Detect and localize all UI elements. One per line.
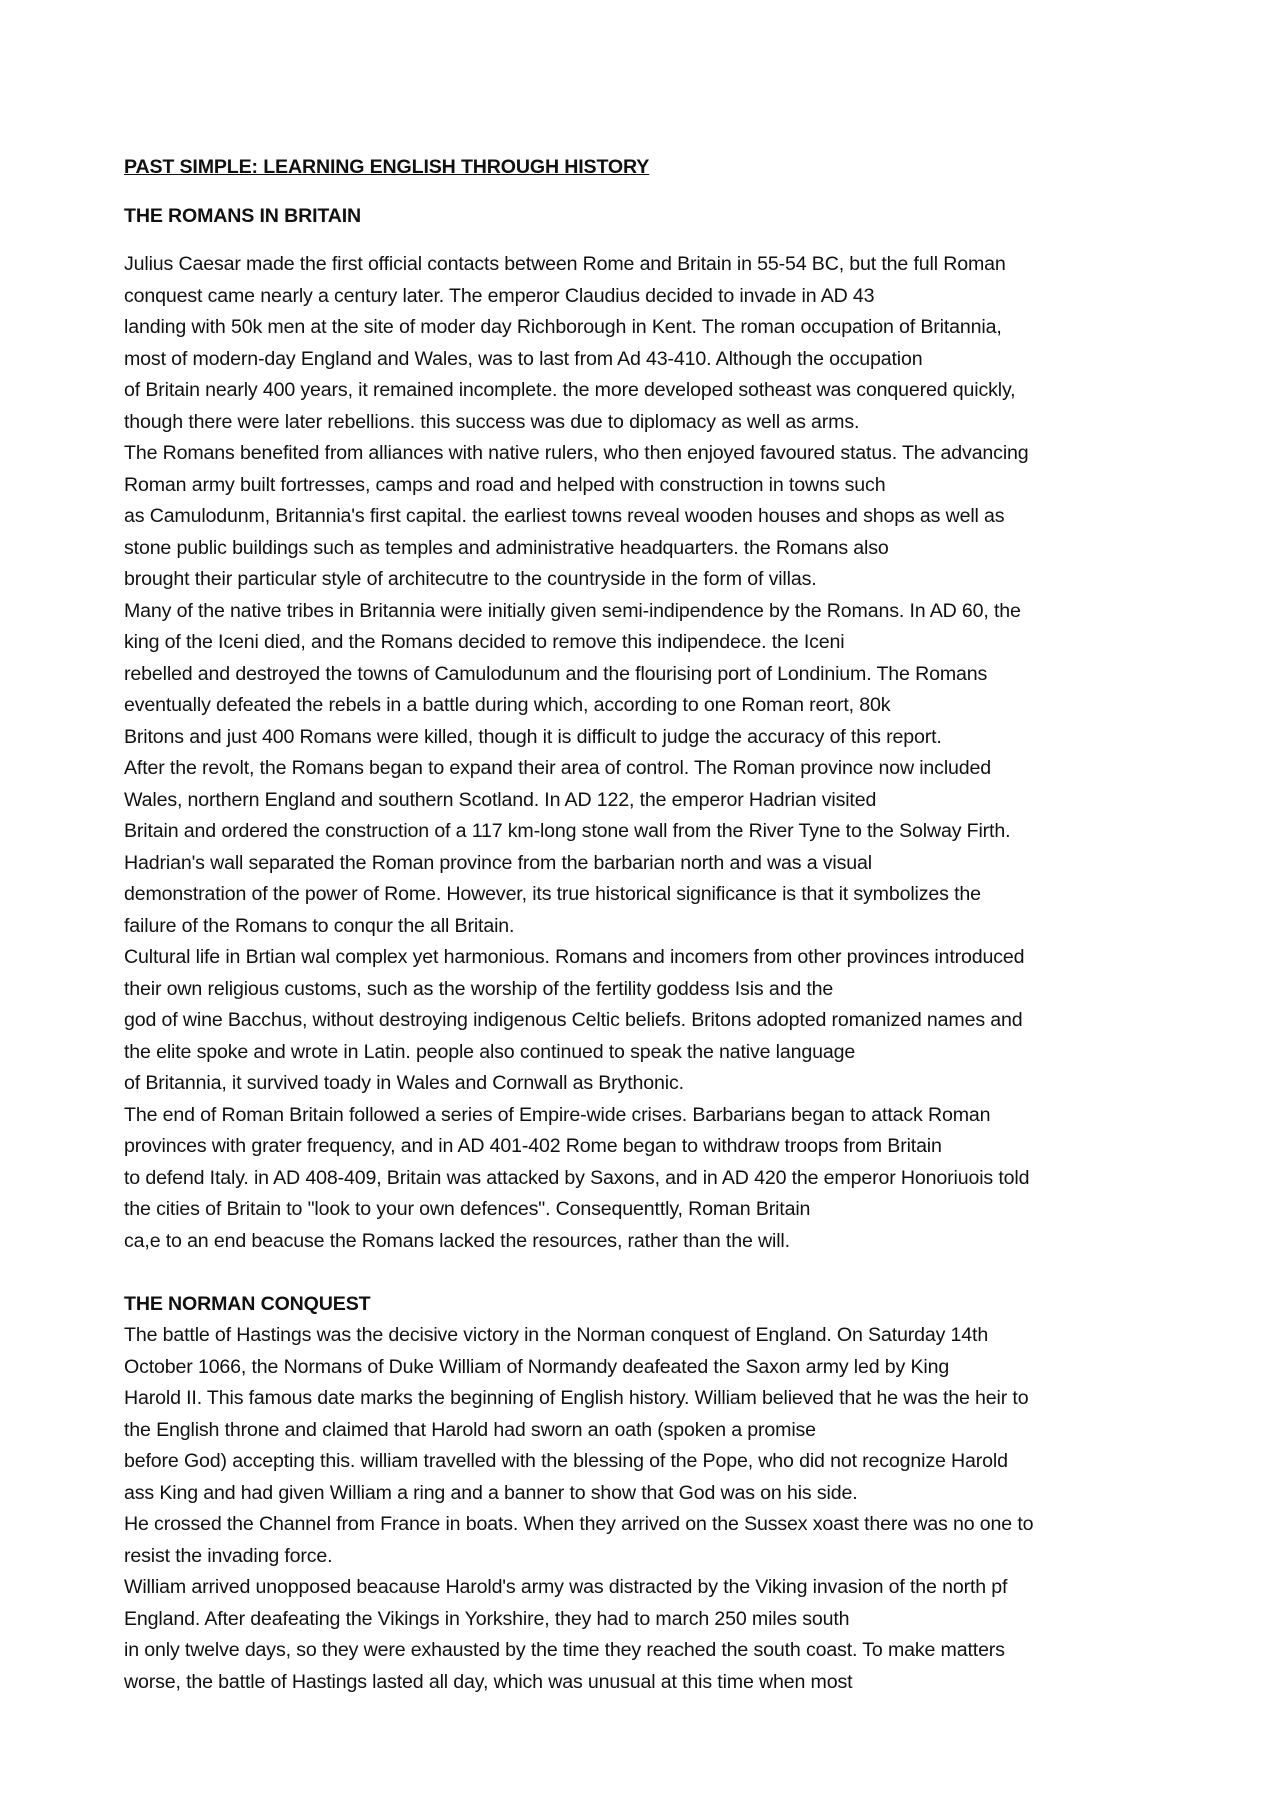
text-line: eventually defeated the rebels in a battle during which, according to one Roman reort, 80k: [124, 694, 891, 716]
text-line: Cultural life in Brtian wal complex yet harmonious. Romans and incomers from other provinces introduced: [124, 946, 1025, 968]
text-line: worse, the battle of Hastings lasted all day, which was unusual at this time when most: [124, 1670, 853, 1693]
section-body-norman: [124, 1320, 1164, 1698]
text-line: most of modern-day England and Wales, was to last from Ad 43-410. Although the occupation: [124, 347, 923, 370]
section-heading-norman: THE NORMAN CONQUEST: [124, 1292, 371, 1315]
section-body-romans: [124, 249, 1164, 1257]
text-line: ass King and had given William a ring and a banner to show that God was on his side.: [124, 1481, 858, 1504]
text-line: Many of the native tribes in Britannia were initially given semi-indipendence by the Romans. In AD 60, the: [124, 599, 1021, 622]
text-line: the elite spoke and wrote in Latin. people also continued to speak the native language: [124, 1040, 856, 1063]
text-line: as Camulodunm, Britannia's first capital. the earliest towns reveal wooden houses and shops as well as: [124, 505, 1005, 527]
text-line: The end of Roman Britain followed a series of Empire-wide crises. Barbarians began to attack Roman: [124, 1103, 991, 1126]
text-line: ca,e to an end beacuse the Romans lacked the resources, rather than the will.: [124, 1229, 790, 1252]
text-line: of Britain nearly 400 years, it remained incomplete. the more developed sotheast was conquered quickly,: [124, 379, 1016, 401]
text-line: provinces with grater frequency, and in AD 401-402 Rome began to withdraw troops from Britain: [124, 1135, 942, 1157]
text-line: Britons and just 400 Romans were killed, though it is difficult to judge the accuracy of this report.: [124, 725, 942, 748]
text-line: William arrived unopposed beacause Harold's army was distracted by the Viking invasion of the north pf: [124, 1576, 1008, 1598]
text-line: god of wine Bacchus, without destroying indigenous Celtic beliefs. Britons adopted romanized names and: [124, 1009, 1023, 1031]
text-line: failure of the Romans to conqur the all Britain.: [124, 914, 515, 937]
text-line: England. After deafeating the Vikings in Yorkshire, they had to march 250 miles south: [124, 1607, 850, 1630]
text-line: Roman army built fortresses, camps and road and helped with construction in towns such: [124, 473, 886, 496]
text-line: After the revolt, the Romans began to expand their area of control. The Roman province now included: [124, 757, 992, 779]
text-line: in only twelve days, so they were exhausted by the time they reached the south coast. To make matters: [124, 1639, 1005, 1661]
text-line: October 1066, the Normans of Duke William of Normandy deafeated the Saxon army led by King: [124, 1355, 950, 1378]
text-line: of Britannia, it survived toady in Wales and Cornwall as Brythonic.: [124, 1072, 684, 1094]
document-title: PAST SIMPLE: LEARNING ENGLISH THROUGH HISTORY: [124, 156, 650, 178]
text-line: their own religious customs, such as the worship of the fertility goddess Isis and the: [124, 977, 834, 1000]
section-heading-romans: THE ROMANS IN BRITAIN: [124, 204, 362, 227]
text-line: Harold II. This famous date marks the beginning of English history. William believed that he was the heir to: [124, 1387, 1029, 1409]
text-line: the English throne and claimed that Harold had sworn an oath (spoken a promise: [124, 1418, 816, 1441]
text-line: Hadrian's wall separated the Roman province from the barbarian north and was a visual: [124, 851, 872, 874]
text-line: resist the invading force.: [124, 1544, 333, 1567]
text-line: Britain and ordered the construction of a 117 km-long stone wall from the River Tyne to the Solway Firth.: [124, 820, 1011, 842]
blank-line: [124, 1257, 1164, 1289]
text-line: The battle of Hastings was the decisive victory in the Norman conquest of England. On Saturday 14th: [124, 1324, 989, 1346]
text-line: brought their particular style of architecutre to the countryside in the form of villas.: [124, 568, 817, 590]
text-line: He crossed the Channel from France in boats. When they arrived on the Sussex xoast there was no one to: [124, 1513, 1034, 1535]
text-line: The Romans benefited from alliances with native rulers, who then enjoyed favoured status. The advancing: [124, 442, 1029, 464]
document-page: [124, 152, 1164, 1698]
text-line: landing with 50k men at the site of moder day Richborough in Kent. The roman occupation of Britannia,: [124, 316, 1002, 338]
text-line: before God) accepting this. william travelled with the blessing of the Pope, who did not recognize Harold: [124, 1450, 1008, 1472]
text-line: to defend Italy. in AD 408-409, Britain was attacked by Saxons, and in AD 420 the emperor Honoriuois told: [124, 1166, 1030, 1189]
text-line: king of the Iceni died, and the Romans decided to remove this indipendece. the Iceni: [124, 631, 845, 653]
text-line: demonstration of the power of Rome. However, its true historical significance is that it symbolizes the: [124, 883, 981, 905]
text-line: the cities of Britain to "look to your own defences". Consequenttly, Roman Britain: [124, 1198, 811, 1220]
text-line: conquest came nearly a century later. The emperor Claudius decided to invade in AD 43: [124, 284, 875, 307]
text-line: rebelled and destroyed the towns of Camulodunum and the flourising port of Londinium. The Romans: [124, 662, 988, 685]
text-line: though there were later rebellions. this success was due to diplomacy as well as arms.: [124, 410, 860, 433]
text-line: Julius Caesar made the first official contacts between Rome and Britain in 55-54 BC, but the full Roman: [124, 253, 1006, 275]
text-line: Wales, northern England and southern Scotland. In AD 122, the emperor Hadrian visited: [124, 788, 877, 811]
text-line: stone public buildings such as temples and administrative headquarters. the Romans also: [124, 536, 889, 559]
